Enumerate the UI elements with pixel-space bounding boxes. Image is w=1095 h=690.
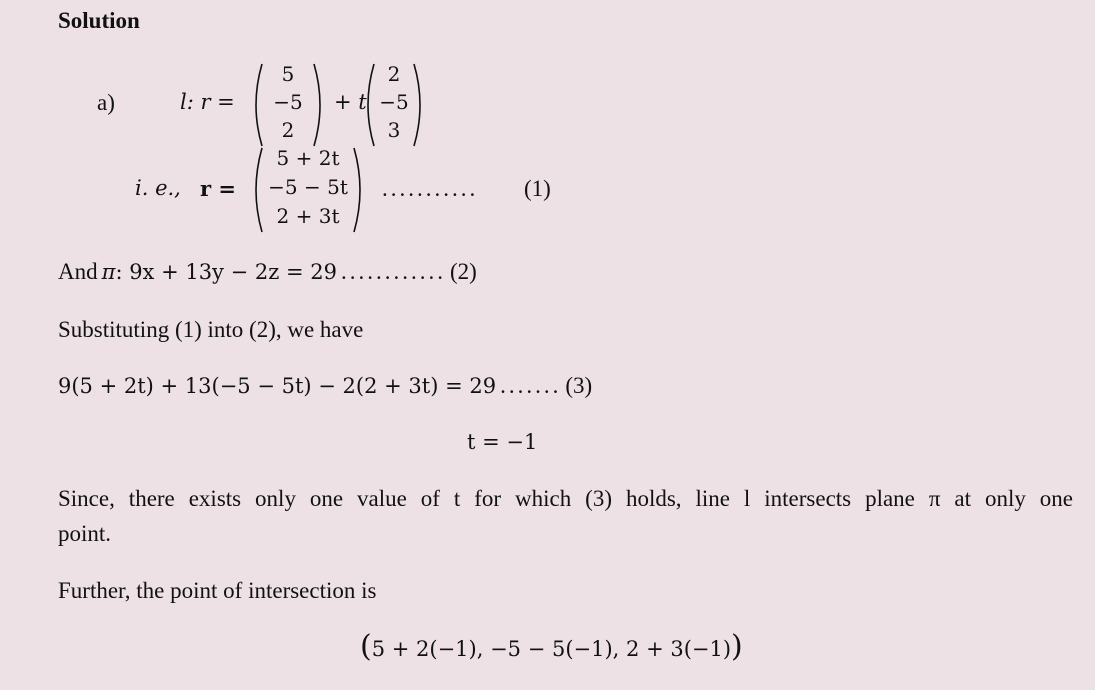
- param-y: −5 − 5t: [268, 175, 348, 199]
- since-line-1: Since, there exists only one value of t for which (3) holds, line l intersects plane π at only one: [58, 486, 1073, 511]
- param-vector: [248, 146, 368, 234]
- eq2-tag: (2): [449, 259, 477, 284]
- eq1-tag: (1): [524, 176, 551, 201]
- right-paren-icon: [352, 146, 368, 234]
- plane-and: And: [58, 259, 98, 284]
- plus-t: + t: [334, 90, 367, 114]
- eq1-dots: ...........: [382, 176, 479, 201]
- direction-z: 3: [387, 118, 401, 142]
- line-eq-lhs: l: r =: [180, 90, 235, 114]
- point-expr: 5 + 2(−1), −5 − 5(−1), 2 + 3(−1): [371, 637, 732, 661]
- right-paren-icon: [412, 62, 428, 148]
- ie-label: i. e.,: [135, 176, 181, 200]
- point-z: 2: [281, 118, 295, 142]
- eq3-tag: (3): [565, 373, 593, 398]
- plane-equation: [58, 259, 477, 285]
- part-label: a): [97, 90, 115, 115]
- point-x: 5: [281, 62, 295, 86]
- eq3-dots: .......: [500, 373, 562, 398]
- point-y: −5: [273, 90, 303, 114]
- param-z: 2 + 3t: [276, 204, 340, 228]
- right-paren-icon: [312, 62, 328, 148]
- open-paren: (: [360, 629, 372, 664]
- t-value: t = −1: [467, 430, 538, 454]
- direction-x: 2: [387, 62, 401, 86]
- intersection-point: [360, 629, 743, 664]
- point-vector: [248, 62, 328, 148]
- direction-y: −5: [379, 90, 409, 114]
- since-line-2: point.: [58, 521, 112, 546]
- pi-symbol: π: [101, 260, 116, 284]
- further-text: Further, the point of intersection is: [58, 578, 377, 603]
- ie-r-eq: r =: [200, 176, 236, 201]
- equation-3: [58, 373, 592, 399]
- eq2-dots: ............: [340, 259, 446, 284]
- direction-vector: [360, 62, 428, 148]
- solution-heading: Solution: [58, 8, 140, 33]
- param-x: 5 + 2t: [276, 146, 340, 170]
- eq3-expr: 9(5 + 2t) + 13(−5 − 5t) − 2(2 + 3t) = 29: [58, 374, 497, 398]
- close-paren: ): [731, 629, 743, 664]
- plane-expr: : 9x + 13y − 2z = 29: [115, 260, 337, 284]
- substituting-text: Substituting (1) into (2), we have: [58, 317, 364, 342]
